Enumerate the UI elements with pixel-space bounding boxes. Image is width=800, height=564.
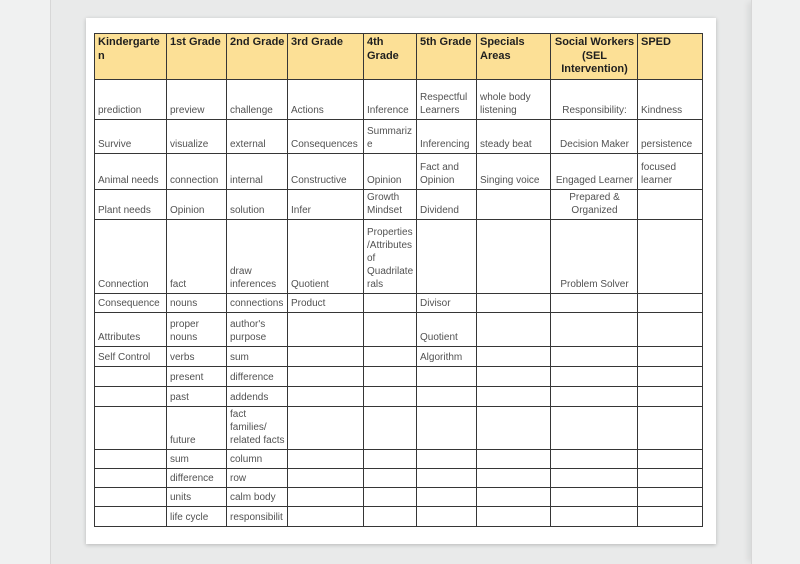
table-cell[interactable] bbox=[477, 312, 551, 346]
table-cell[interactable]: nouns bbox=[167, 293, 227, 312]
table-cell[interactable]: steady beat bbox=[477, 119, 551, 153]
table-cell[interactable]: proper nouns bbox=[167, 312, 227, 346]
table-cell[interactable] bbox=[417, 487, 477, 506]
table-cell[interactable]: Engaged Learner bbox=[551, 153, 638, 189]
table-cell[interactable]: Properties /Attributes of Quadrilaterals bbox=[364, 219, 417, 293]
table-cell[interactable] bbox=[288, 386, 364, 406]
table-cell[interactable] bbox=[364, 406, 417, 449]
table-row bbox=[95, 346, 703, 366]
table-cell[interactable]: Survive bbox=[95, 119, 167, 153]
table-cell[interactable] bbox=[364, 366, 417, 386]
table-cell[interactable]: past bbox=[167, 386, 227, 406]
table-cell[interactable] bbox=[288, 406, 364, 449]
table-cell[interactable]: Quotient bbox=[417, 312, 477, 346]
table-row bbox=[95, 189, 703, 219]
table-cell[interactable]: author's purpose bbox=[227, 312, 288, 346]
table-cell[interactable]: visualize bbox=[167, 119, 227, 153]
table-cell[interactable]: prediction bbox=[95, 79, 167, 119]
table-cell[interactable]: Inference bbox=[364, 79, 417, 119]
table-cell[interactable] bbox=[288, 468, 364, 487]
table-cell[interactable] bbox=[477, 346, 551, 366]
table-row bbox=[95, 119, 703, 153]
table-cell[interactable] bbox=[95, 449, 167, 468]
table-cell[interactable]: fact families/ related facts bbox=[227, 406, 288, 449]
table-cell[interactable] bbox=[95, 487, 167, 506]
table-cell[interactable]: Problem Solver bbox=[551, 219, 638, 293]
table-cell[interactable]: draw inferences bbox=[227, 219, 288, 293]
table-cell[interactable] bbox=[477, 293, 551, 312]
table-cell[interactable] bbox=[477, 366, 551, 386]
table-cell[interactable] bbox=[417, 449, 477, 468]
table-cell[interactable]: solution bbox=[227, 189, 288, 219]
header-cell[interactable]: 3rd Grade bbox=[288, 34, 364, 80]
table-cell[interactable] bbox=[638, 189, 703, 219]
header-cell[interactable]: 5th Grade bbox=[417, 34, 477, 80]
table-cell[interactable]: life cycle bbox=[167, 506, 227, 526]
table-cell[interactable]: difference bbox=[227, 366, 288, 386]
table-cell[interactable] bbox=[477, 468, 551, 487]
table-cell[interactable]: Prepared & Organized bbox=[551, 189, 638, 219]
table-cell[interactable] bbox=[364, 312, 417, 346]
table-cell[interactable]: Divisor bbox=[417, 293, 477, 312]
table-cell[interactable] bbox=[551, 468, 638, 487]
table-cell[interactable] bbox=[551, 487, 638, 506]
table-cell[interactable]: present bbox=[167, 366, 227, 386]
table-cell[interactable]: sum bbox=[167, 449, 227, 468]
table-cell[interactable] bbox=[638, 386, 703, 406]
table-cell[interactable] bbox=[364, 506, 417, 526]
table-cell[interactable] bbox=[417, 406, 477, 449]
table-cell[interactable] bbox=[551, 346, 638, 366]
table-cell[interactable] bbox=[288, 449, 364, 468]
table-cell[interactable] bbox=[417, 468, 477, 487]
table-row bbox=[95, 506, 703, 526]
table-cell[interactable]: Dividend bbox=[417, 189, 477, 219]
table-cell[interactable] bbox=[638, 312, 703, 346]
table-row bbox=[95, 449, 703, 468]
table-cell[interactable] bbox=[477, 386, 551, 406]
table-cell[interactable] bbox=[551, 366, 638, 386]
table-cell[interactable] bbox=[417, 506, 477, 526]
table-cell[interactable] bbox=[638, 293, 703, 312]
table-cell[interactable] bbox=[288, 366, 364, 386]
table-cell[interactable] bbox=[551, 406, 638, 449]
table-cell[interactable]: Product bbox=[288, 293, 364, 312]
table-cell[interactable] bbox=[638, 449, 703, 468]
table-cell[interactable]: Decision Maker bbox=[551, 119, 638, 153]
table-cell[interactable]: verbs bbox=[167, 346, 227, 366]
table-cell[interactable] bbox=[417, 366, 477, 386]
table-row bbox=[95, 386, 703, 406]
header-cell[interactable]: 4th Grade bbox=[364, 34, 417, 80]
table-cell[interactable]: units bbox=[167, 487, 227, 506]
table-cell[interactable] bbox=[364, 468, 417, 487]
table-row bbox=[95, 219, 703, 293]
table-cell[interactable] bbox=[364, 386, 417, 406]
table-cell[interactable] bbox=[477, 406, 551, 449]
table-cell[interactable] bbox=[288, 506, 364, 526]
header-cell[interactable]: Social Workers (SEL Intervention) bbox=[551, 34, 638, 80]
table-cell[interactable] bbox=[551, 506, 638, 526]
right-margin-rail bbox=[751, 0, 800, 564]
table-cell[interactable] bbox=[477, 219, 551, 293]
table-cell[interactable]: connections bbox=[227, 293, 288, 312]
table-cell[interactable] bbox=[638, 346, 703, 366]
document-page bbox=[86, 18, 716, 544]
table-cell[interactable]: row bbox=[227, 468, 288, 487]
table-cell[interactable]: Fact and Opinion bbox=[417, 153, 477, 189]
header-cell[interactable]: Specials Areas bbox=[477, 34, 551, 80]
table-row bbox=[95, 487, 703, 506]
table-cell[interactable] bbox=[551, 386, 638, 406]
table-cell[interactable]: Connection bbox=[95, 219, 167, 293]
table-cell[interactable]: Self Control bbox=[95, 346, 167, 366]
table-cell[interactable]: Quotient bbox=[288, 219, 364, 293]
table-cell[interactable] bbox=[95, 406, 167, 449]
table-cell[interactable] bbox=[477, 189, 551, 219]
table-row bbox=[95, 406, 703, 449]
table-cell[interactable] bbox=[417, 386, 477, 406]
table-row bbox=[95, 468, 703, 487]
table-cell[interactable] bbox=[95, 386, 167, 406]
table-cell[interactable] bbox=[638, 219, 703, 293]
table-cell[interactable] bbox=[551, 312, 638, 346]
table-cell[interactable] bbox=[417, 219, 477, 293]
table-cell[interactable] bbox=[364, 487, 417, 506]
table-cell[interactable] bbox=[477, 487, 551, 506]
table-cell[interactable] bbox=[364, 449, 417, 468]
table-cell[interactable]: Summarize bbox=[364, 119, 417, 153]
header-cell[interactable]: 1st Grade bbox=[167, 34, 227, 80]
table-cell[interactable] bbox=[288, 346, 364, 366]
table-cell[interactable]: whole body listening bbox=[477, 79, 551, 119]
table-cell[interactable]: preview bbox=[167, 79, 227, 119]
table-cell[interactable] bbox=[288, 312, 364, 346]
table-cell[interactable]: sum bbox=[227, 346, 288, 366]
table-cell[interactable]: fact bbox=[167, 219, 227, 293]
table-cell[interactable]: Consequences bbox=[288, 119, 364, 153]
table-cell[interactable] bbox=[551, 449, 638, 468]
table-cell[interactable] bbox=[638, 506, 703, 526]
table-cell[interactable] bbox=[364, 346, 417, 366]
table-cell[interactable] bbox=[477, 506, 551, 526]
table-body bbox=[95, 79, 703, 526]
table-row bbox=[95, 293, 703, 312]
table-cell[interactable]: Animal needs bbox=[95, 153, 167, 189]
table-cell[interactable]: Infer bbox=[288, 189, 364, 219]
table-cell[interactable]: Responsibility: bbox=[551, 79, 638, 119]
table-cell[interactable]: connection bbox=[167, 153, 227, 189]
table-cell[interactable]: Plant needs bbox=[95, 189, 167, 219]
header-row bbox=[95, 34, 703, 80]
table-cell[interactable]: Actions bbox=[288, 79, 364, 119]
table-cell[interactable]: calm body bbox=[227, 487, 288, 506]
table-cell[interactable]: Kindness bbox=[638, 79, 703, 119]
table-cell[interactable]: Constructive bbox=[288, 153, 364, 189]
table-cell[interactable]: focused learner bbox=[638, 153, 703, 189]
table-cell[interactable]: responsibilit bbox=[227, 506, 288, 526]
left-margin-rail bbox=[0, 0, 51, 564]
table-cell[interactable] bbox=[288, 487, 364, 506]
header-cell[interactable]: Kindergarten bbox=[95, 34, 167, 80]
table-cell[interactable]: Respectful Learners bbox=[417, 79, 477, 119]
table-cell[interactable] bbox=[95, 468, 167, 487]
table-cell[interactable] bbox=[638, 487, 703, 506]
table-cell[interactable]: column bbox=[227, 449, 288, 468]
table-cell[interactable] bbox=[95, 506, 167, 526]
table-cell[interactable] bbox=[477, 449, 551, 468]
table-row bbox=[95, 79, 703, 119]
table-cell[interactable]: Algorithm bbox=[417, 346, 477, 366]
header-cell[interactable]: SPED bbox=[638, 34, 703, 80]
table-cell[interactable] bbox=[638, 406, 703, 449]
table-cell[interactable]: addends bbox=[227, 386, 288, 406]
curriculum-table bbox=[94, 33, 703, 527]
table-cell[interactable]: Consequence bbox=[95, 293, 167, 312]
table-cell[interactable] bbox=[638, 366, 703, 386]
table-cell[interactable]: internal bbox=[227, 153, 288, 189]
table-cell[interactable]: external bbox=[227, 119, 288, 153]
table-cell[interactable] bbox=[95, 366, 167, 386]
table-cell[interactable]: Growth Mindset bbox=[364, 189, 417, 219]
table-cell[interactable]: Inferencing bbox=[417, 119, 477, 153]
table-cell[interactable]: Attributes bbox=[95, 312, 167, 346]
table-cell[interactable]: future bbox=[167, 406, 227, 449]
table-row bbox=[95, 153, 703, 189]
table-row bbox=[95, 366, 703, 386]
table-cell[interactable]: Opinion bbox=[167, 189, 227, 219]
table-cell[interactable]: persistence bbox=[638, 119, 703, 153]
table-cell[interactable]: difference bbox=[167, 468, 227, 487]
table-cell[interactable] bbox=[551, 293, 638, 312]
header-cell[interactable]: 2nd Grade bbox=[227, 34, 288, 80]
table-cell[interactable]: Singing voice bbox=[477, 153, 551, 189]
table-cell[interactable]: challenge bbox=[227, 79, 288, 119]
table-cell[interactable] bbox=[638, 468, 703, 487]
table-cell[interactable]: Opinion bbox=[364, 153, 417, 189]
table-row bbox=[95, 312, 703, 346]
table-cell[interactable] bbox=[364, 293, 417, 312]
